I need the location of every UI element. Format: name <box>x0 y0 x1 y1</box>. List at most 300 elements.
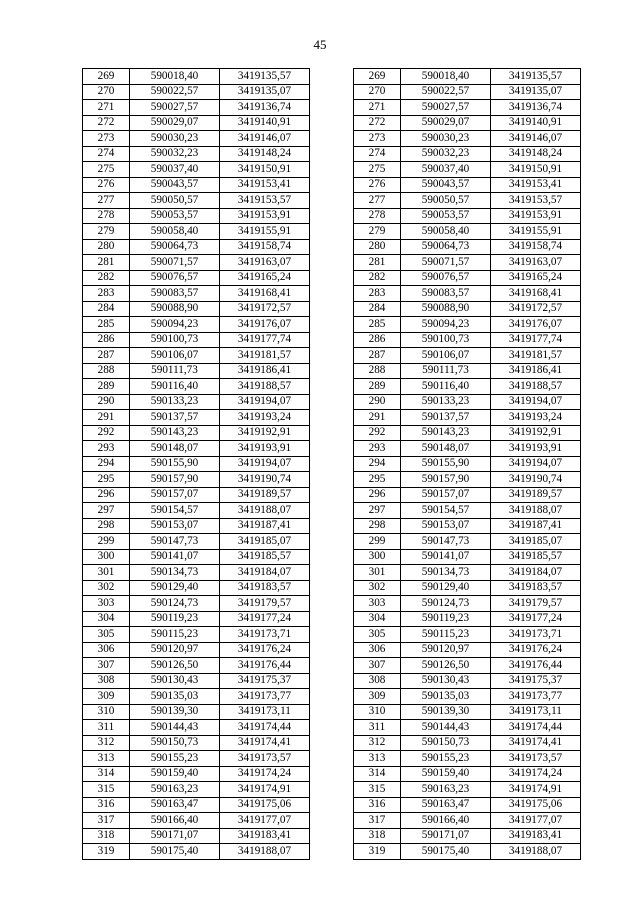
left-x-coordinate: 590094,23 <box>130 317 220 333</box>
column-gap <box>310 84 354 100</box>
column-gap <box>310 534 354 550</box>
right-x-coordinate: 590124,73 <box>401 596 491 612</box>
left-x-coordinate: 590100,73 <box>130 332 220 348</box>
left-y-coordinate: 3419185,57 <box>220 549 310 565</box>
right-y-coordinate: 3419174,91 <box>491 782 581 798</box>
left-x-coordinate: 590083,57 <box>130 286 220 302</box>
right-y-coordinate: 3419186,41 <box>491 363 581 379</box>
left-y-coordinate: 3419176,07 <box>220 317 310 333</box>
table-row <box>83 162 581 178</box>
right-y-coordinate: 3419176,24 <box>491 642 581 658</box>
right-x-coordinate: 590058,40 <box>401 224 491 240</box>
left-point-number: 305 <box>83 627 130 643</box>
right-y-coordinate: 3419188,07 <box>491 503 581 519</box>
right-x-coordinate: 590032,23 <box>401 146 491 162</box>
left-y-coordinate: 3419158,74 <box>220 239 310 255</box>
right-x-coordinate: 590129,40 <box>401 580 491 596</box>
left-y-coordinate: 3419148,24 <box>220 146 310 162</box>
right-x-coordinate: 590083,57 <box>401 286 491 302</box>
right-point-number: 304 <box>354 611 401 627</box>
table-row <box>83 224 581 240</box>
table-row <box>83 766 581 782</box>
right-point-number: 285 <box>354 317 401 333</box>
table-row <box>83 518 581 534</box>
table-row <box>83 84 581 100</box>
left-x-coordinate: 590155,23 <box>130 751 220 767</box>
left-y-coordinate: 3419174,44 <box>220 720 310 736</box>
left-y-coordinate: 3419153,41 <box>220 177 310 193</box>
table-row <box>83 332 581 348</box>
right-x-coordinate: 590043,57 <box>401 177 491 193</box>
left-y-coordinate: 3419177,24 <box>220 611 310 627</box>
column-gap <box>310 301 354 317</box>
right-x-coordinate: 590030,23 <box>401 131 491 147</box>
right-y-coordinate: 3419192,91 <box>491 425 581 441</box>
left-point-number: 312 <box>83 735 130 751</box>
column-gap <box>310 363 354 379</box>
column-gap <box>310 782 354 798</box>
left-y-coordinate: 3419150,91 <box>220 162 310 178</box>
left-x-coordinate: 590126,50 <box>130 658 220 674</box>
column-gap <box>310 379 354 395</box>
left-x-coordinate: 590134,73 <box>130 565 220 581</box>
left-x-coordinate: 590043,57 <box>130 177 220 193</box>
left-y-coordinate: 3419135,57 <box>220 69 310 85</box>
left-point-number: 317 <box>83 813 130 829</box>
table-row <box>83 844 581 860</box>
right-y-coordinate: 3419190,74 <box>491 472 581 488</box>
left-point-number: 269 <box>83 69 130 85</box>
right-point-number: 287 <box>354 348 401 364</box>
left-point-number: 292 <box>83 425 130 441</box>
left-point-number: 296 <box>83 487 130 503</box>
right-x-coordinate: 590094,23 <box>401 317 491 333</box>
left-y-coordinate: 3419176,24 <box>220 642 310 658</box>
right-point-number: 282 <box>354 270 401 286</box>
left-point-number: 318 <box>83 828 130 844</box>
left-x-coordinate: 590148,07 <box>130 441 220 457</box>
table-row <box>83 100 581 116</box>
table-row <box>83 239 581 255</box>
table-row <box>83 642 581 658</box>
right-x-coordinate: 590053,57 <box>401 208 491 224</box>
right-point-number: 289 <box>354 379 401 395</box>
right-point-number: 300 <box>354 549 401 565</box>
table-row <box>83 797 581 813</box>
right-point-number: 286 <box>354 332 401 348</box>
right-y-coordinate: 3419194,07 <box>491 456 581 472</box>
column-gap <box>310 394 354 410</box>
right-x-coordinate: 590115,23 <box>401 627 491 643</box>
column-gap <box>310 689 354 705</box>
column-gap <box>310 69 354 85</box>
right-point-number: 270 <box>354 84 401 100</box>
left-x-coordinate: 590166,40 <box>130 813 220 829</box>
table-row <box>83 472 581 488</box>
table-row <box>83 286 581 302</box>
right-point-number: 279 <box>354 224 401 240</box>
left-x-coordinate: 590120,97 <box>130 642 220 658</box>
right-point-number: 315 <box>354 782 401 798</box>
left-point-number: 286 <box>83 332 130 348</box>
column-gap <box>310 456 354 472</box>
right-point-number: 284 <box>354 301 401 317</box>
table-row <box>83 208 581 224</box>
left-y-coordinate: 3419165,24 <box>220 270 310 286</box>
left-y-coordinate: 3419172,57 <box>220 301 310 317</box>
left-point-number: 304 <box>83 611 130 627</box>
left-x-coordinate: 590175,40 <box>130 844 220 860</box>
table-row <box>83 69 581 85</box>
table-row <box>83 549 581 565</box>
table-row <box>83 751 581 767</box>
right-x-coordinate: 590144,43 <box>401 720 491 736</box>
left-x-coordinate: 590058,40 <box>130 224 220 240</box>
right-y-coordinate: 3419175,06 <box>491 797 581 813</box>
left-point-number: 316 <box>83 797 130 813</box>
left-point-number: 278 <box>83 208 130 224</box>
table-row <box>83 394 581 410</box>
left-point-number: 279 <box>83 224 130 240</box>
left-point-number: 314 <box>83 766 130 782</box>
right-x-coordinate: 590050,57 <box>401 193 491 209</box>
right-x-coordinate: 590153,07 <box>401 518 491 534</box>
left-x-coordinate: 590115,23 <box>130 627 220 643</box>
table-row <box>83 317 581 333</box>
right-point-number: 301 <box>354 565 401 581</box>
left-y-coordinate: 3419185,07 <box>220 534 310 550</box>
right-point-number: 318 <box>354 828 401 844</box>
left-y-coordinate: 3419177,74 <box>220 332 310 348</box>
left-y-coordinate: 3419179,57 <box>220 596 310 612</box>
table-row <box>83 611 581 627</box>
left-x-coordinate: 590088,90 <box>130 301 220 317</box>
left-y-coordinate: 3419174,24 <box>220 766 310 782</box>
right-x-coordinate: 590166,40 <box>401 813 491 829</box>
left-y-coordinate: 3419153,91 <box>220 208 310 224</box>
right-x-coordinate: 590126,50 <box>401 658 491 674</box>
right-point-number: 299 <box>354 534 401 550</box>
left-point-number: 287 <box>83 348 130 364</box>
table-row <box>83 673 581 689</box>
table-row <box>83 503 581 519</box>
table-row <box>83 177 581 193</box>
table-row <box>83 689 581 705</box>
right-x-coordinate: 590137,57 <box>401 410 491 426</box>
left-y-coordinate: 3419153,57 <box>220 193 310 209</box>
left-y-coordinate: 3419173,71 <box>220 627 310 643</box>
right-y-coordinate: 3419175,37 <box>491 673 581 689</box>
left-y-coordinate: 3419155,91 <box>220 224 310 240</box>
right-x-coordinate: 590163,47 <box>401 797 491 813</box>
left-x-coordinate: 590171,07 <box>130 828 220 844</box>
right-point-number: 280 <box>354 239 401 255</box>
left-y-coordinate: 3419176,44 <box>220 658 310 674</box>
left-point-number: 272 <box>83 115 130 131</box>
column-gap <box>310 441 354 457</box>
right-x-coordinate: 590139,30 <box>401 704 491 720</box>
right-y-coordinate: 3419177,24 <box>491 611 581 627</box>
table-row <box>83 487 581 503</box>
right-y-coordinate: 3419173,11 <box>491 704 581 720</box>
right-y-coordinate: 3419177,07 <box>491 813 581 829</box>
left-y-coordinate: 3419188,57 <box>220 379 310 395</box>
right-point-number: 269 <box>354 69 401 85</box>
right-y-coordinate: 3419150,91 <box>491 162 581 178</box>
right-x-coordinate: 590135,03 <box>401 689 491 705</box>
right-y-coordinate: 3419188,57 <box>491 379 581 395</box>
right-point-number: 317 <box>354 813 401 829</box>
left-point-number: 288 <box>83 363 130 379</box>
column-gap <box>310 208 354 224</box>
right-x-coordinate: 590116,40 <box>401 379 491 395</box>
column-gap <box>310 766 354 782</box>
column-gap <box>310 797 354 813</box>
left-x-coordinate: 590029,07 <box>130 115 220 131</box>
right-y-coordinate: 3419183,41 <box>491 828 581 844</box>
column-gap <box>310 828 354 844</box>
left-y-coordinate: 3419190,74 <box>220 472 310 488</box>
table-row <box>83 658 581 674</box>
left-point-number: 285 <box>83 317 130 333</box>
table-row <box>83 627 581 643</box>
left-point-number: 277 <box>83 193 130 209</box>
right-point-number: 319 <box>354 844 401 860</box>
left-y-coordinate: 3419146,07 <box>220 131 310 147</box>
left-y-coordinate: 3419175,06 <box>220 797 310 813</box>
left-x-coordinate: 590133,23 <box>130 394 220 410</box>
table-row <box>83 410 581 426</box>
left-x-coordinate: 590053,57 <box>130 208 220 224</box>
right-y-coordinate: 3419177,74 <box>491 332 581 348</box>
column-gap <box>310 332 354 348</box>
column-gap <box>310 317 354 333</box>
right-point-number: 314 <box>354 766 401 782</box>
column-gap <box>310 844 354 860</box>
table-row <box>83 704 581 720</box>
table-row <box>83 456 581 472</box>
right-x-coordinate: 590027,57 <box>401 100 491 116</box>
left-y-coordinate: 3419192,91 <box>220 425 310 441</box>
column-gap <box>310 193 354 209</box>
table-row <box>83 146 581 162</box>
right-point-number: 281 <box>354 255 401 271</box>
left-point-number: 315 <box>83 782 130 798</box>
right-point-number: 308 <box>354 673 401 689</box>
left-x-coordinate: 590137,57 <box>130 410 220 426</box>
right-point-number: 307 <box>354 658 401 674</box>
table-row <box>83 441 581 457</box>
right-x-coordinate: 590100,73 <box>401 332 491 348</box>
right-point-number: 302 <box>354 580 401 596</box>
left-point-number: 276 <box>83 177 130 193</box>
column-gap <box>310 177 354 193</box>
right-y-coordinate: 3419174,24 <box>491 766 581 782</box>
right-point-number: 310 <box>354 704 401 720</box>
column-gap <box>310 410 354 426</box>
right-y-coordinate: 3419193,91 <box>491 441 581 457</box>
coordinates-table <box>82 68 581 860</box>
left-x-coordinate: 590144,43 <box>130 720 220 736</box>
left-x-coordinate: 590153,07 <box>130 518 220 534</box>
left-x-coordinate: 590141,07 <box>130 549 220 565</box>
left-point-number: 290 <box>83 394 130 410</box>
column-gap <box>310 503 354 519</box>
table-row <box>83 782 581 798</box>
left-point-number: 311 <box>83 720 130 736</box>
right-y-coordinate: 3419136,74 <box>491 100 581 116</box>
right-y-coordinate: 3419168,41 <box>491 286 581 302</box>
left-x-coordinate: 590135,03 <box>130 689 220 705</box>
left-point-number: 298 <box>83 518 130 534</box>
left-point-number: 313 <box>83 751 130 767</box>
left-x-coordinate: 590022,57 <box>130 84 220 100</box>
table-row <box>83 301 581 317</box>
right-point-number: 275 <box>354 162 401 178</box>
left-y-coordinate: 3419194,07 <box>220 456 310 472</box>
left-point-number: 303 <box>83 596 130 612</box>
right-x-coordinate: 590106,07 <box>401 348 491 364</box>
table-row <box>83 720 581 736</box>
column-gap <box>310 751 354 767</box>
right-y-coordinate: 3419184,07 <box>491 565 581 581</box>
page-number: 45 <box>313 37 327 52</box>
left-point-number: 300 <box>83 549 130 565</box>
column-gap <box>310 425 354 441</box>
table-row <box>83 270 581 286</box>
right-x-coordinate: 590018,40 <box>401 69 491 85</box>
left-point-number: 297 <box>83 503 130 519</box>
right-x-coordinate: 590064,73 <box>401 239 491 255</box>
left-x-coordinate: 590143,23 <box>130 425 220 441</box>
right-x-coordinate: 590157,07 <box>401 487 491 503</box>
left-y-coordinate: 3419188,07 <box>220 503 310 519</box>
table-row <box>83 131 581 147</box>
column-gap <box>310 286 354 302</box>
right-y-coordinate: 3419173,71 <box>491 627 581 643</box>
right-y-coordinate: 3419181,57 <box>491 348 581 364</box>
table-row <box>83 534 581 550</box>
column-gap <box>310 658 354 674</box>
right-y-coordinate: 3419153,57 <box>491 193 581 209</box>
right-x-coordinate: 590155,23 <box>401 751 491 767</box>
left-point-number: 301 <box>83 565 130 581</box>
right-y-coordinate: 3419188,07 <box>491 844 581 860</box>
right-point-number: 295 <box>354 472 401 488</box>
right-point-number: 271 <box>354 100 401 116</box>
right-y-coordinate: 3419176,44 <box>491 658 581 674</box>
right-point-number: 292 <box>354 425 401 441</box>
right-x-coordinate: 590119,23 <box>401 611 491 627</box>
left-point-number: 283 <box>83 286 130 302</box>
right-x-coordinate: 590088,90 <box>401 301 491 317</box>
left-point-number: 306 <box>83 642 130 658</box>
right-x-coordinate: 590157,90 <box>401 472 491 488</box>
right-y-coordinate: 3419165,24 <box>491 270 581 286</box>
left-x-coordinate: 590157,90 <box>130 472 220 488</box>
right-x-coordinate: 590154,57 <box>401 503 491 519</box>
right-point-number: 277 <box>354 193 401 209</box>
right-y-coordinate: 3419189,57 <box>491 487 581 503</box>
right-x-coordinate: 590111,73 <box>401 363 491 379</box>
left-y-coordinate: 3419183,57 <box>220 580 310 596</box>
column-gap <box>310 348 354 364</box>
left-y-coordinate: 3419136,74 <box>220 100 310 116</box>
right-x-coordinate: 590171,07 <box>401 828 491 844</box>
right-y-coordinate: 3419194,07 <box>491 394 581 410</box>
right-x-coordinate: 590133,23 <box>401 394 491 410</box>
left-x-coordinate: 590157,07 <box>130 487 220 503</box>
right-point-number: 311 <box>354 720 401 736</box>
column-gap <box>310 813 354 829</box>
column-gap <box>310 270 354 286</box>
right-point-number: 313 <box>354 751 401 767</box>
right-y-coordinate: 3419176,07 <box>491 317 581 333</box>
column-gap <box>310 673 354 689</box>
right-x-coordinate: 590143,23 <box>401 425 491 441</box>
right-y-coordinate: 3419174,41 <box>491 735 581 751</box>
left-point-number: 271 <box>83 100 130 116</box>
right-point-number: 278 <box>354 208 401 224</box>
table-row <box>83 363 581 379</box>
left-y-coordinate: 3419175,37 <box>220 673 310 689</box>
left-x-coordinate: 590106,07 <box>130 348 220 364</box>
left-point-number: 310 <box>83 704 130 720</box>
left-point-number: 307 <box>83 658 130 674</box>
column-gap <box>310 596 354 612</box>
right-x-coordinate: 590147,73 <box>401 534 491 550</box>
left-y-coordinate: 3419173,57 <box>220 751 310 767</box>
left-point-number: 270 <box>83 84 130 100</box>
left-x-coordinate: 590150,73 <box>130 735 220 751</box>
left-y-coordinate: 3419168,41 <box>220 286 310 302</box>
left-x-coordinate: 590111,73 <box>130 363 220 379</box>
right-point-number: 272 <box>354 115 401 131</box>
right-point-number: 274 <box>354 146 401 162</box>
left-x-coordinate: 590116,40 <box>130 379 220 395</box>
left-x-coordinate: 590076,57 <box>130 270 220 286</box>
right-point-number: 309 <box>354 689 401 705</box>
table-row <box>83 735 581 751</box>
right-x-coordinate: 590120,97 <box>401 642 491 658</box>
column-gap <box>310 146 354 162</box>
left-y-coordinate: 3419187,41 <box>220 518 310 534</box>
table-row <box>83 255 581 271</box>
column-gap <box>310 115 354 131</box>
right-x-coordinate: 590148,07 <box>401 441 491 457</box>
right-point-number: 291 <box>354 410 401 426</box>
right-point-number: 303 <box>354 596 401 612</box>
right-x-coordinate: 590150,73 <box>401 735 491 751</box>
right-point-number: 298 <box>354 518 401 534</box>
left-x-coordinate: 590163,23 <box>130 782 220 798</box>
left-y-coordinate: 3419135,07 <box>220 84 310 100</box>
right-x-coordinate: 590141,07 <box>401 549 491 565</box>
right-x-coordinate: 590076,57 <box>401 270 491 286</box>
right-x-coordinate: 590071,57 <box>401 255 491 271</box>
left-y-coordinate: 3419189,57 <box>220 487 310 503</box>
right-point-number: 306 <box>354 642 401 658</box>
column-gap <box>310 580 354 596</box>
right-y-coordinate: 3419193,24 <box>491 410 581 426</box>
right-x-coordinate: 590175,40 <box>401 844 491 860</box>
right-y-coordinate: 3419187,41 <box>491 518 581 534</box>
left-x-coordinate: 590129,40 <box>130 580 220 596</box>
left-x-coordinate: 590030,23 <box>130 131 220 147</box>
left-x-coordinate: 590037,40 <box>130 162 220 178</box>
left-point-number: 309 <box>83 689 130 705</box>
left-x-coordinate: 590124,73 <box>130 596 220 612</box>
